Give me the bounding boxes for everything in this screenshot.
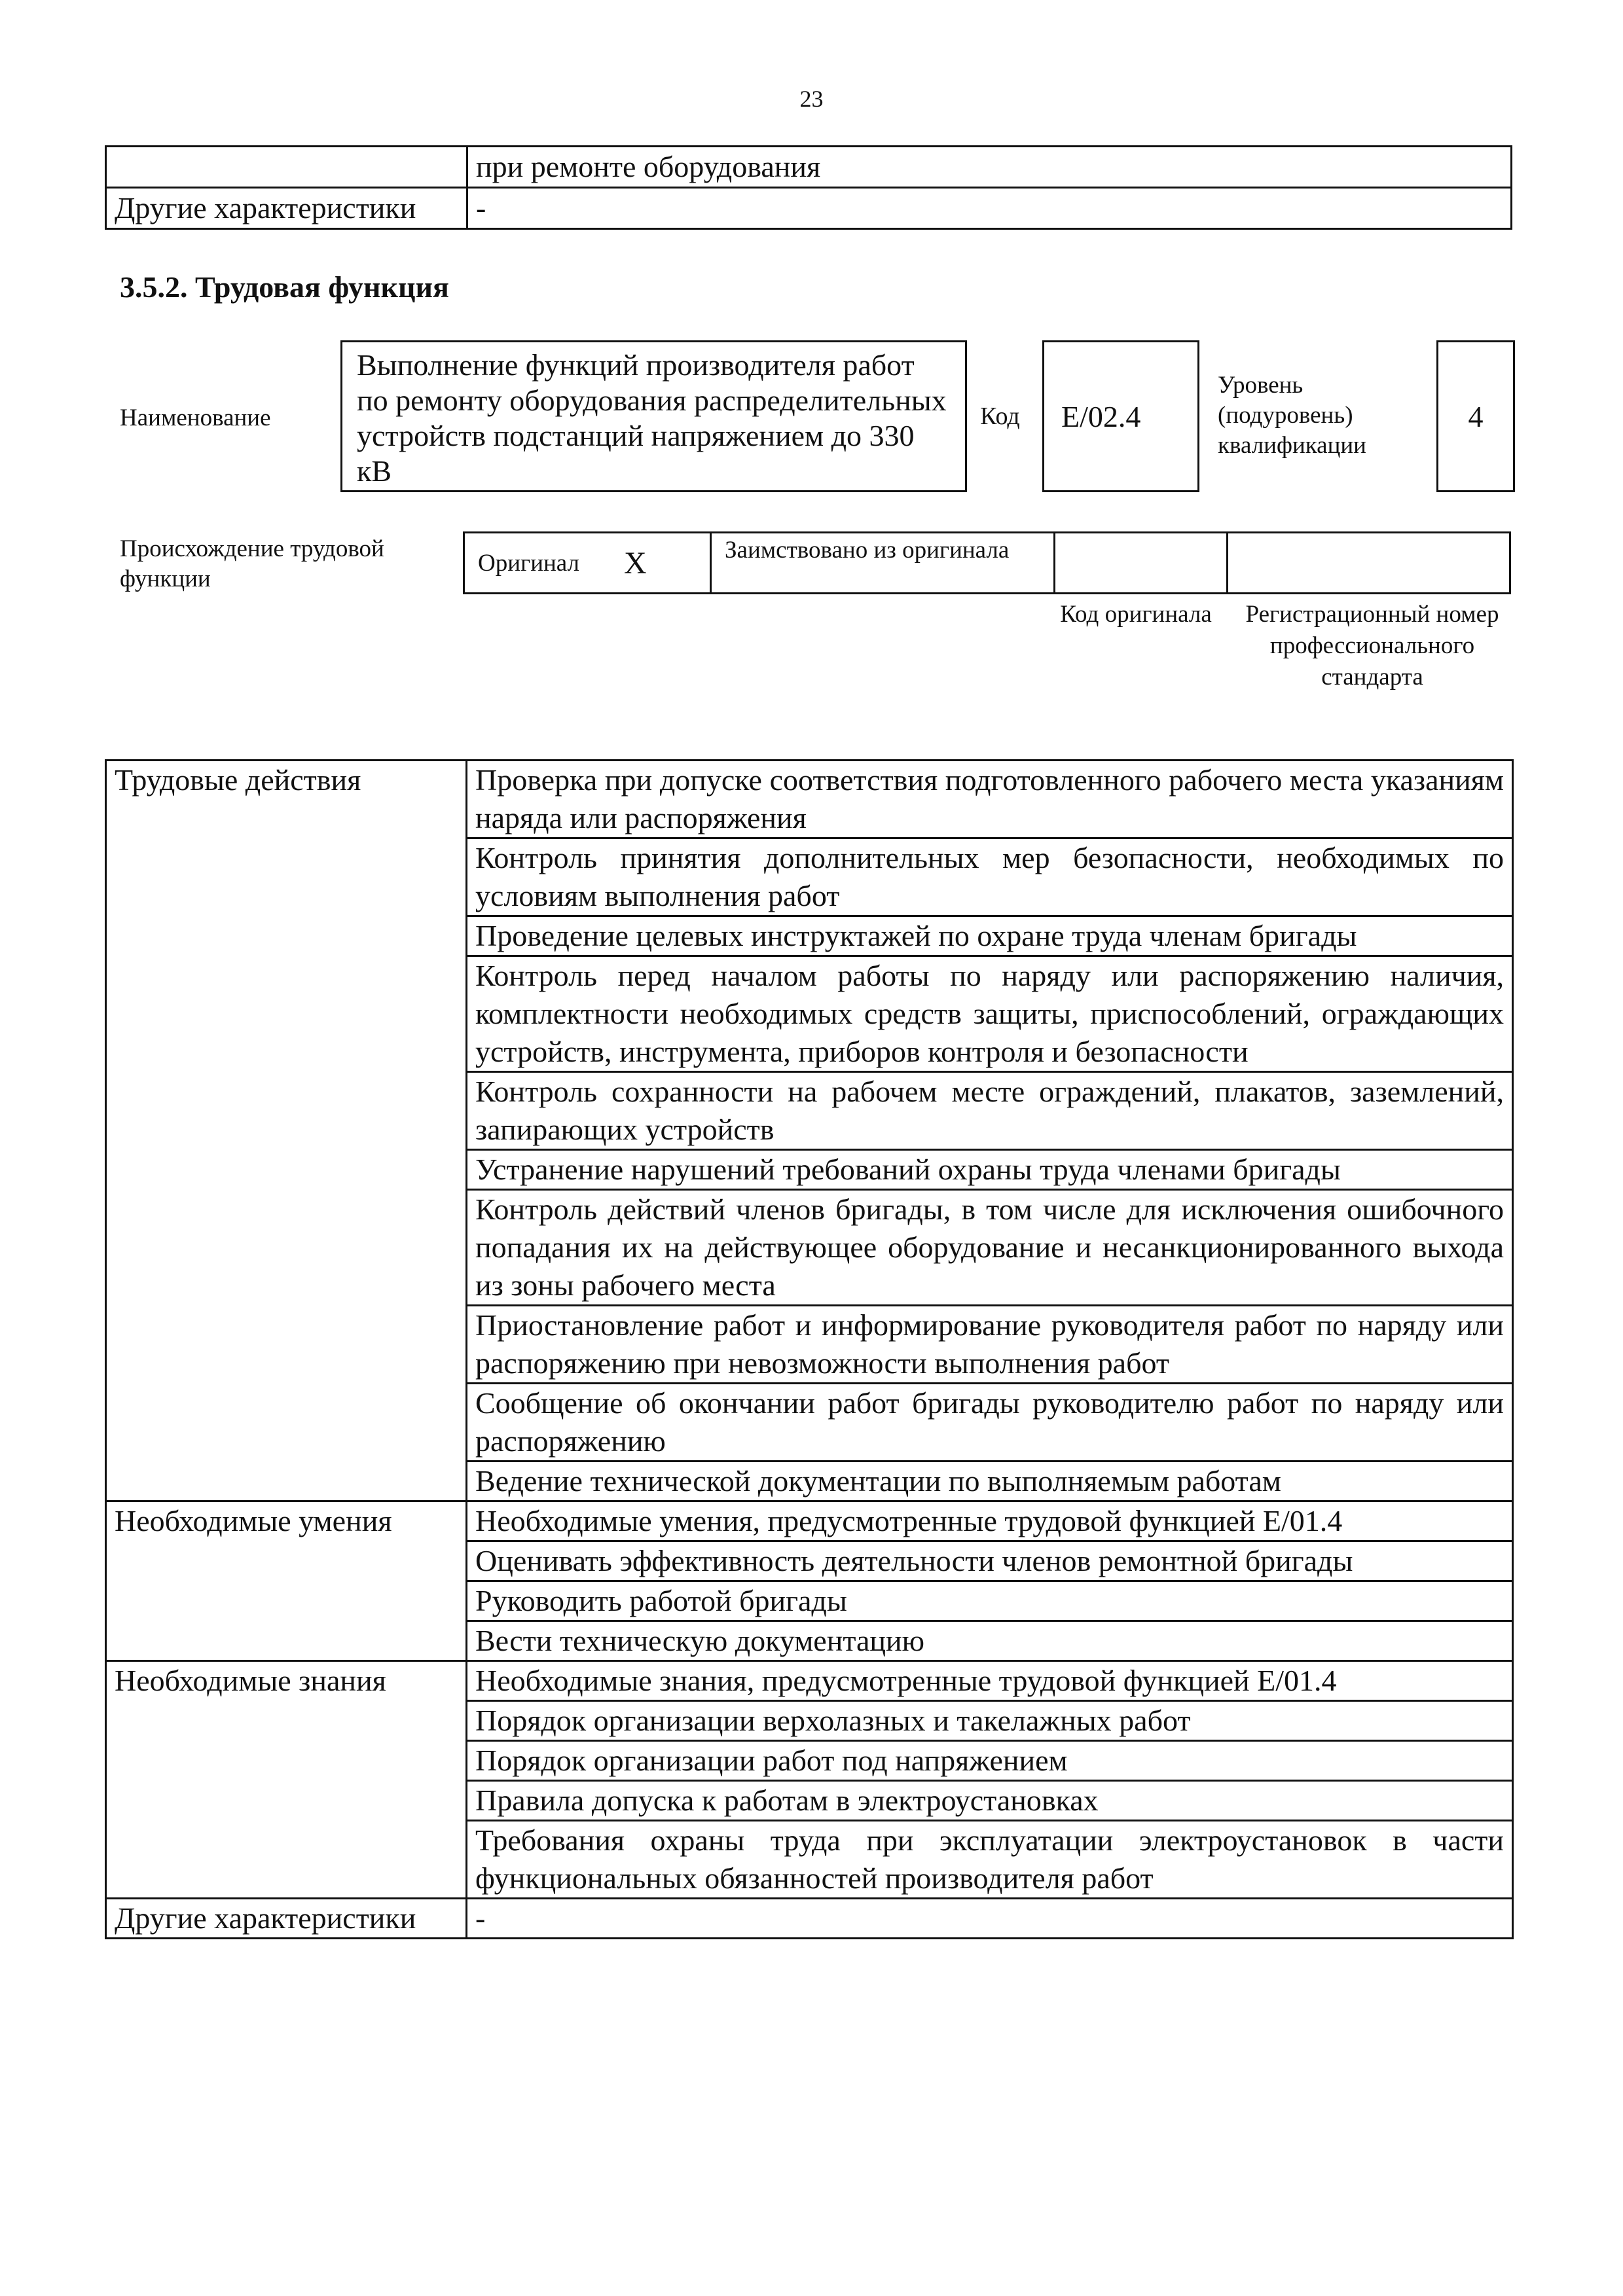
table-cell-value: при ремонте оборудования <box>467 147 1512 188</box>
labor-function-table <box>105 759 1514 1939</box>
actions-item: Проведение целевых инструктажей по охране труда членам бригады <box>467 916 1513 956</box>
table-row <box>106 761 1513 838</box>
table-body <box>106 761 1513 1939</box>
table-cell-label: Другие характеристики <box>106 188 467 229</box>
knowledge-item: Правила допуска к работам в электроустановках <box>467 1781 1513 1821</box>
original-code-cell <box>1053 531 1228 594</box>
skills-item: Оценивать эффективность деятельности членов ремонтной бригады <box>467 1541 1513 1581</box>
original-label: Оригинал <box>478 549 580 577</box>
original-cell <box>463 531 712 594</box>
actions-item: Контроль сохранности на рабочем месте ограждений, плакатов, заземлений, запирающих устройств <box>467 1072 1513 1150</box>
actions-label: Трудовые действия <box>106 761 467 1501</box>
skills-item: Необходимые умения, предусмотренные трудовой функцией E/01.4 <box>467 1501 1513 1541</box>
reg-number-cell <box>1226 531 1511 594</box>
function-name-box: Выполнение функций производителя работ по ремонту оборудования распределительных устройств подстанций напряжением до 330 кВ <box>340 340 967 492</box>
table-row <box>106 147 1512 188</box>
origin-label: Происхождение трудовой функции <box>120 535 384 592</box>
section-title: 3.5.2. Трудовая функция <box>120 270 449 304</box>
actions-item: Ведение технической документации по выполняемым работам <box>467 1462 1513 1501</box>
table-cell-value: - <box>467 188 1512 229</box>
actions-item: Контроль перед началом работы по наряду или распоряжению наличия, комплектности необходимых средств защиты, приспособлений, ограждающих устройств, инструмента, приборов контроля и безопасности <box>467 956 1513 1072</box>
table-row <box>106 1501 1513 1541</box>
code-label: Код <box>980 403 1020 430</box>
origin-row <box>465 531 1515 594</box>
actions-item: Контроль действий членов бригады, в том числе для исключения ошибочного попадания их на действующее оборудование и несанкционированного выхода из зоны рабочего места <box>467 1190 1513 1306</box>
other-value: - <box>467 1899 1513 1939</box>
page-number: 23 <box>799 86 824 112</box>
actions-item: Контроль принятия дополнительных мер безопасности, необходимых по условиям выполнения работ <box>467 838 1513 916</box>
knowledge-item: Порядок организации верхолазных и такелажных работ <box>467 1701 1513 1741</box>
level-label: Уровень (подуровень) квалификации <box>1218 372 1366 459</box>
table-row <box>106 1661 1513 1701</box>
actions-item: Устранение нарушений требований охраны труда членами бригады <box>467 1150 1513 1190</box>
knowledge-item: Необходимые знания, предусмотренные трудовой функцией E/01.4 <box>467 1661 1513 1701</box>
other-label: Другие характеристики <box>106 1899 467 1939</box>
skills-label: Необходимые умения <box>106 1501 467 1661</box>
table-row <box>106 1899 1513 1939</box>
knowledge-item: Требования охраны труда при эксплуатации электроустановок в части функциональных обязанностей производителя работ <box>467 1821 1513 1899</box>
continuation-table <box>105 145 1512 230</box>
skills-item: Руководить работой бригады <box>467 1581 1513 1621</box>
actions-item: Сообщение об окончании работ бригады руководителю работ по наряду или распоряжению <box>467 1384 1513 1462</box>
knowledge-item: Порядок организации работ под напряжением <box>467 1741 1513 1781</box>
name-label: Наименование <box>120 404 271 431</box>
table-row <box>106 188 1512 229</box>
reg-caption: Регистрационный номер профессионального стандарта <box>1245 601 1499 691</box>
level-box: 4 <box>1436 340 1515 492</box>
knowledge-label: Необходимые знания <box>106 1661 467 1899</box>
actions-item: Приостановление работ и информирование руководителя работ по наряду или распоряжению при невозможности выполнения работ <box>467 1306 1513 1384</box>
actions-item: Проверка при допуске соответствия подготовленного рабочего места указаниям наряда или распоряжения <box>467 761 1513 838</box>
borrowed-cell: Заимствовано из оригинала <box>710 531 1055 594</box>
code-caption: Код оригинала <box>1060 601 1212 628</box>
table-cell-label <box>106 147 467 188</box>
original-mark: X <box>624 545 647 581</box>
code-box: E/02.4 <box>1042 340 1199 492</box>
skills-item: Вести техническую документацию <box>467 1621 1513 1661</box>
